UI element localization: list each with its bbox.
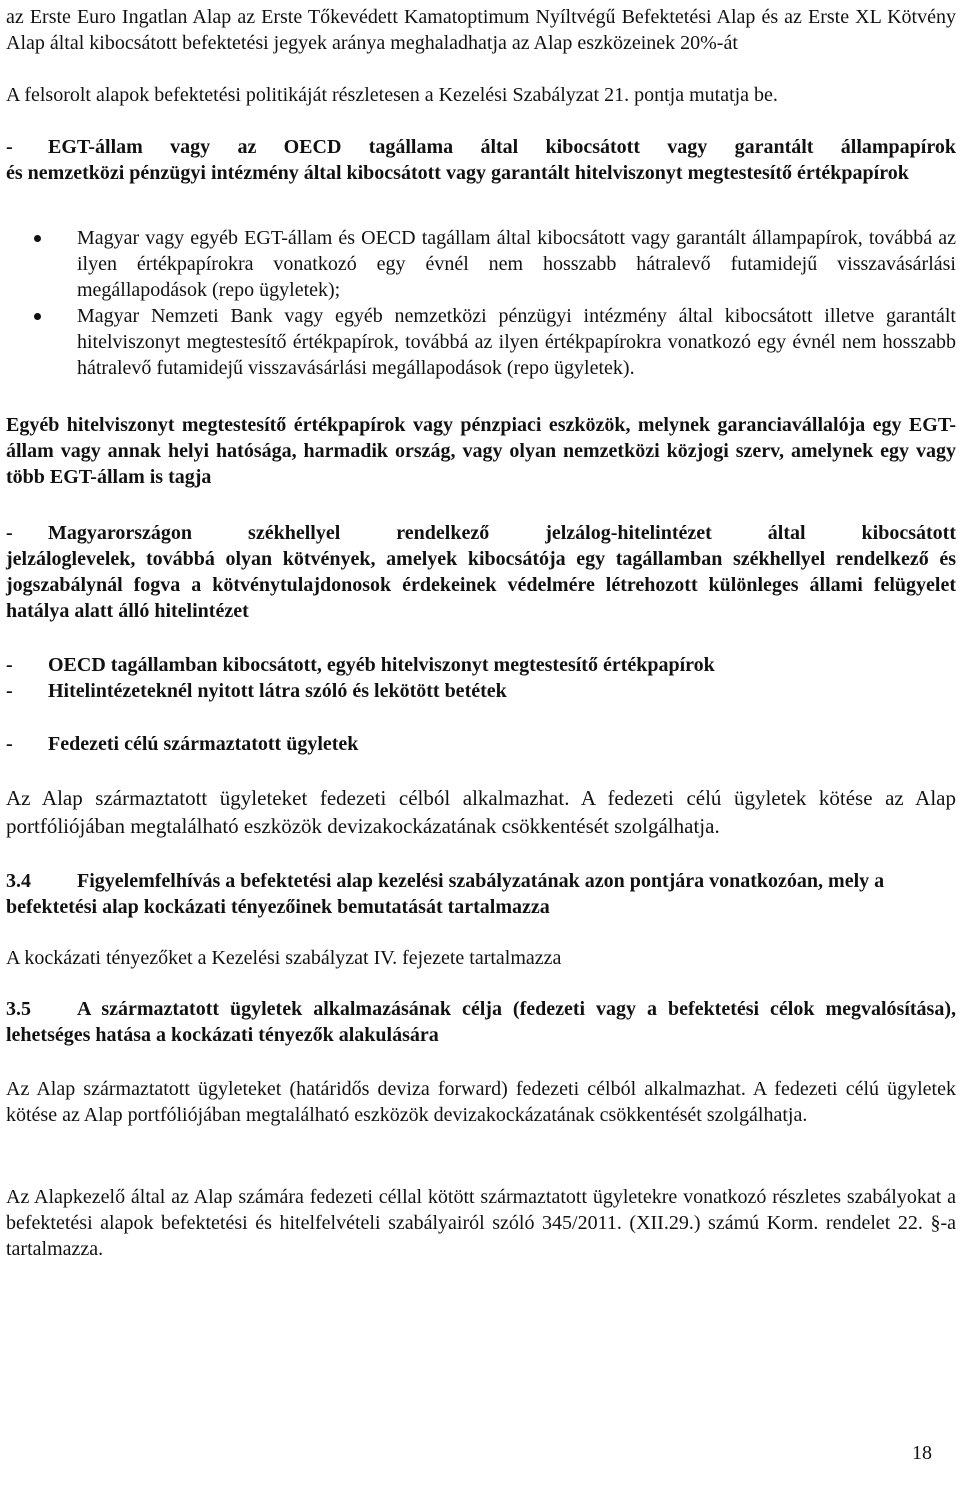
egt-heading [6,134,956,186]
section-title: A származtatott ügyletek alkalmazásának célja (fedezeti vagy a befektetési célok megvalósítása), lehetséges hatása a kockázati tényezők alakulására [6,998,956,1046]
egyeb-paragraph: Egyéb hitelviszonyt megtestesítő értékpapírok vagy pénzpiaci eszközök, melynek garanciavállalója egy EGT-állam vagy annak helyi hatósága, harmadik ország, vagy olyan nemzetközi közjogi szerv, amelynek egy vagy több EGT-állam is tagja [6,414,956,488]
egt-heading-line1: EGT-állam vagy az OECD tagállama által kibocsátott vagy garantált állampapírok [48,136,956,158]
intro-paragraph: az Erste Euro Ingatlan Alap az Erste Tőkevédett Kamatoptimum Nyíltvégű Befektetési Alap és az Erste XL Kötvény Alap által kibocsátott befektetési jegyek aránya meghaladhatja az Alap eszközeinek 20%-át [6,6,956,54]
dash-marker: - [6,680,13,702]
fedezeti-text: Az Alap származtatott ügyleteket fedezeti célból alkalmazhat. A fedezeti célú ügyletek kötése az Alap portfóliójában megtalálható eszközök devizakockázatának csökkentését szolgálhatja. [6,786,956,838]
dash-marker: - [6,654,13,676]
section-title: Figyelemfelhívás a befektetési alap kezelési szabályzatának azon pontjára vonatkozóan, mely a befektetési alap kockázati tényezőinek bemutatását tartalmazza [6,870,885,918]
section-3-4-heading [6,868,956,920]
section-number: 3.5 [6,998,31,1020]
section-3-4-text: A kockázati tényezőket a Kezelési szabályzat IV. fejezete tartalmazza [6,947,562,969]
policy-reference: A felsorolt alapok befektetési politikáját részletesen a Kezelési Szabályzat 21. pontja mutatja be. [6,84,778,106]
section-number: 3.4 [6,870,31,892]
jelzalog-rest: jelzáloglevelek, továbbá olyan kötvények, amelyek kibocsátója egy tagállamban székhellyel rendelkező és jogszabálynál fogva a kötvénytulajdonosok érdekeinek védelmére létrehozott különleges állami felügyelet hatálya alatt álló hitelintézet [6,548,956,622]
page-number: 18 [912,1442,932,1464]
jelzalog-line1: Magyarországon székhellyel rendelkező jelzálog-hitelintézet által kibocsátott [48,522,956,544]
list-item [6,225,956,303]
egt-heading-rest: és nemzetközi pénzügyi intézmény által kibocsátott vagy garantált hitelviszonyt megtestesítő értékpapírok [6,162,909,184]
hitelint-item [6,678,956,704]
fedezeti-item-text: Fedezeti célú származtatott ügyletek [48,733,359,755]
fedezeti-item [6,731,956,757]
oecd-item-text: OECD tagállamban kibocsátott, egyéb hitelviszonyt megtestesítő értékpapírok [48,654,715,676]
bullet-text: Magyar Nemzeti Bank vagy egyéb nemzetközi pénzügyi intézmény által kibocsátott illetve garantált hitelviszonyt megtestesítő értékpapírok, továbbá az ilyen értékpapírokra vonatkozó egy évnél nem hosszabb hátralevő futamidejű visszavásárlási megállapodások (repo ügyletek). [77,305,956,379]
dash-marker: - [6,136,13,158]
dash-marker: - [6,733,13,755]
section-3-5-text-2: Az Alapkezelő által az Alap számára fedezeti céllal kötött származtatott ügyletekre vonatkozó részletes szabályokat a befektetési alapok befektetési és hitelfelvételi szabályairól szóló 345/2011. (XII.29.) számú Korm. rendelet 22. §-a tartalmazza. [6,1186,956,1260]
section-3-5-heading [6,996,956,1048]
oecd-item [6,652,956,678]
hitelint-item-text: Hitelintézeteknél nyitott látra szóló és lekötött betétek [48,680,507,702]
jelzalog-heading [6,520,956,624]
section-3-5-text-1: Az Alap származtatott ügyleteket (határidős deviza forward) fedezeti célból alkalmazhat. A fedezeti célú ügyletek kötése az Alap portfóliójában megtalálható eszközök devizakockázatának csökkentését szolgálhatja. [6,1078,956,1126]
bullet-icon [34,235,41,242]
dash-marker: - [6,522,13,544]
bullet-icon [34,313,41,320]
bullet-list [6,225,956,381]
bullet-text: Magyar vagy egyéb EGT-állam és OECD tagállam által kibocsátott vagy garantált állampapírok, továbbá az ilyen értékpapírokra vonatkozó egy évnél nem hosszabb hátralevő futamidejű visszavásárlási megállapodások (repo ügyletek); [77,227,956,301]
list-item [6,303,956,381]
